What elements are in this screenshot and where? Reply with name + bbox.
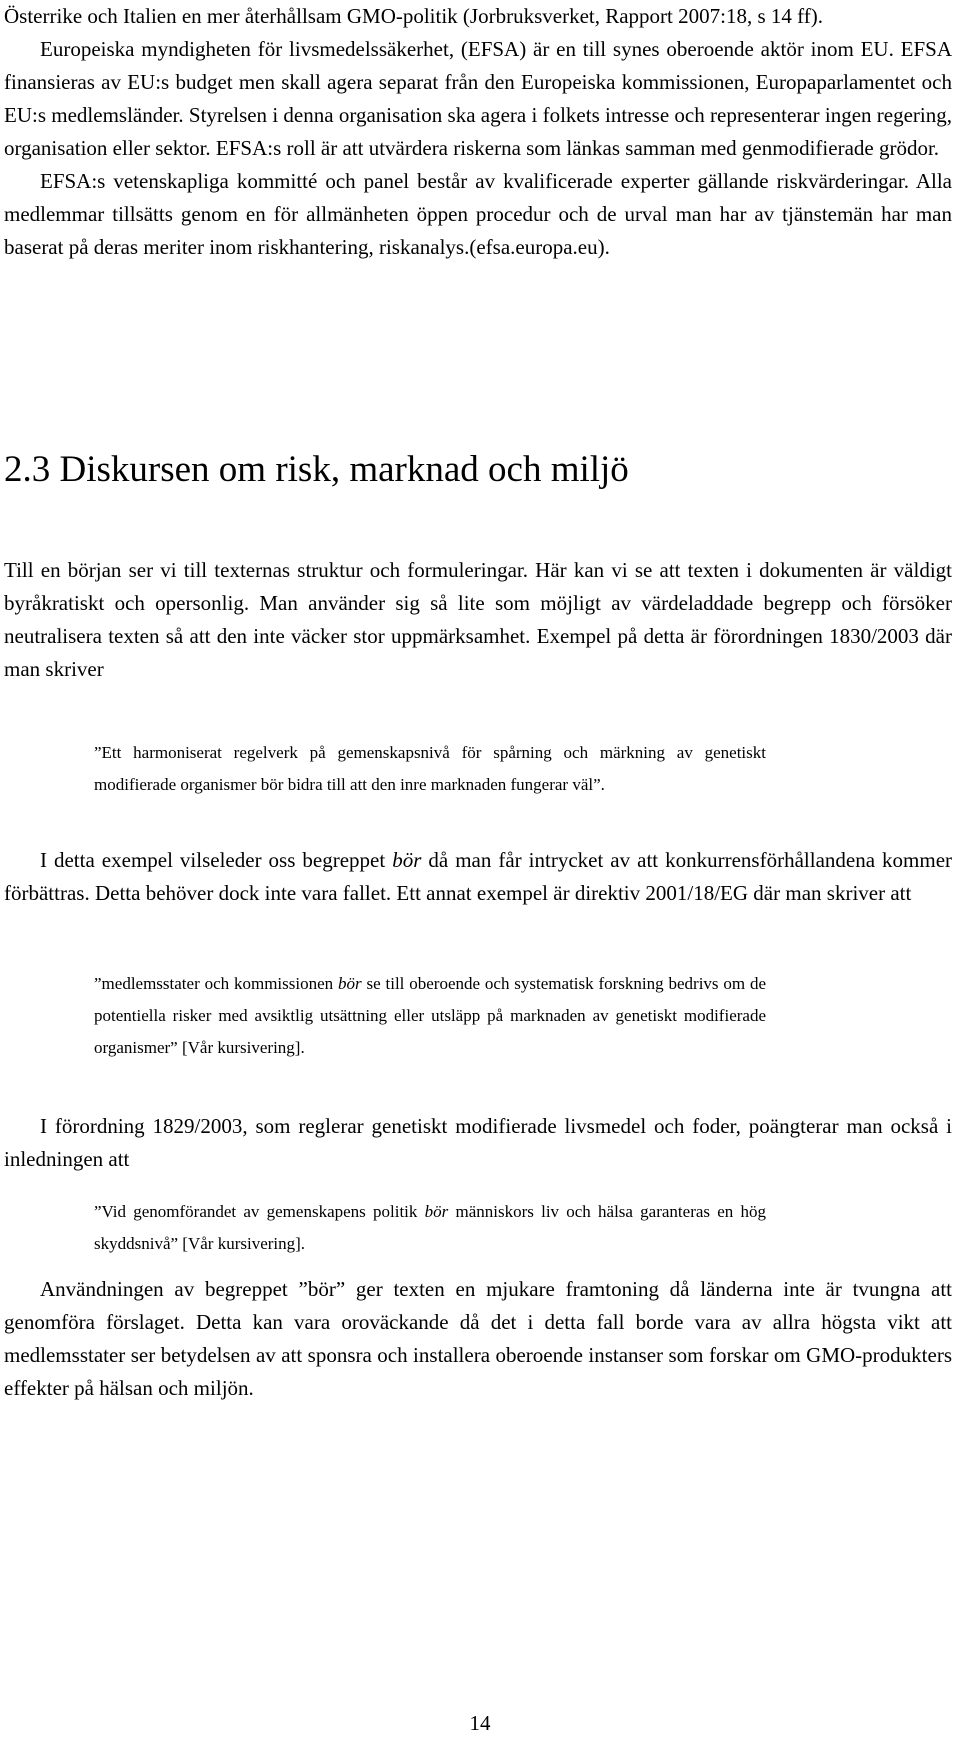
quote-text: se till oberoende och systematisk forskning bedrivs om de potentiella risker med avsiktlig utsättning eller utsläpp på marknaden av genetiskt modifierade organismer” [Vår kursivering]. (94, 974, 767, 1057)
paragraph-text: Användningen av begreppet ”bör” ger texten en mjukare framtoning då länderna inte är tvungna att genomföra förslaget. Detta kan vara oroväckande då det i detta fall borde vara av allra högsta vikt att medlemsstater ser betydelsen av att sponsra och installera oberoende instanser som forskar om GMO-produkters effekter på hälsan och miljön. (4, 1277, 952, 1400)
paragraph-text: då man får intrycket av att konkurrensförhållandena kommer förbättras. Detta behöver dock inte vara fallet. Ett annat exempel är direktiv 2001/18/EG där man skriver att (4, 848, 953, 905)
emphasis-word: bör (338, 974, 362, 993)
page-number: 14 (469, 1711, 491, 1735)
block-quote: ”Ett harmoniserat regelverk på gemenskapsnivå för spårning och märkning av genetiskt modifierade organismer bör bidra till att den inre marknaden fungerar väl”. (94, 743, 766, 794)
emphasis-word: bör (392, 848, 422, 872)
section-heading: 2.3 Diskursen om risk, marknad och miljö (4, 449, 629, 490)
paragraph-after-quote (4, 844, 952, 910)
paragraph-text: I detta exempel vilseleder oss begreppet (40, 848, 386, 872)
emphasis-word: bör (424, 1202, 449, 1221)
quote-text: ”Vid genomförandet av gemenskapens politik (94, 1202, 418, 1221)
paragraph-text: Österrike och Italien en mer återhållsam GMO-politik (Jorbruksverket, Rapport 2007:18, s 14 ff). (4, 4, 823, 28)
paragraph-final (4, 1273, 952, 1405)
quote-text: ”medlemsstater och kommissionen (94, 974, 334, 993)
quote-text: människors liv och hälsa garanteras en hög skyddsnivå” [Vår kursivering]. (94, 1202, 767, 1253)
paragraph-after-quote (4, 1110, 952, 1176)
paragraph-efsa (4, 0, 952, 264)
block-quote (94, 968, 766, 1064)
paragraph-text: Europeiska myndigheten för livsmedelssäkerhet, (EFSA) är en till synes oberoende aktör inom EU. EFSA finansieras av EU:s budget men skall agera separat från den Europeiska kommissionen, Europaparlamentet och EU:s medlemsländer. Styrelsen i denna organisation ska agera i folkets intresse och representerar ingen regering, organisation eller sektor. EFSA:s roll är att utvärdera riskerna som länkas samman med genmodifierade grödor. (4, 37, 952, 160)
block-quote (94, 1196, 766, 1260)
paragraph-text: I förordning 1829/2003, som reglerar genetiskt modifierade livsmedel och foder, poängterar man också i inledningen att (4, 1114, 952, 1171)
paragraph-text: EFSA:s vetenskapliga kommitté och panel består av kvalificerade experter gällande riskvärderingar. Alla medlemmar tillsätts genom en för allmänheten öppen procedur och de urval man har av tjänstemän har man baserat på deras meriter inom riskhantering, riskanalys.(efsa.europa.eu). (4, 169, 952, 259)
paragraph-intro: Till en början ser vi till texternas struktur och formuleringar. Här kan vi se att texten i dokumenten är väldigt byråkratiskt och opersonlig. Man använder sig så lite som möjligt av värdeladdade begrepp och försöker neutralisera texten så att den inte väcker stor uppmärksamhet. Exempel på detta är förordningen 1830/2003 där man skriver (4, 558, 952, 681)
